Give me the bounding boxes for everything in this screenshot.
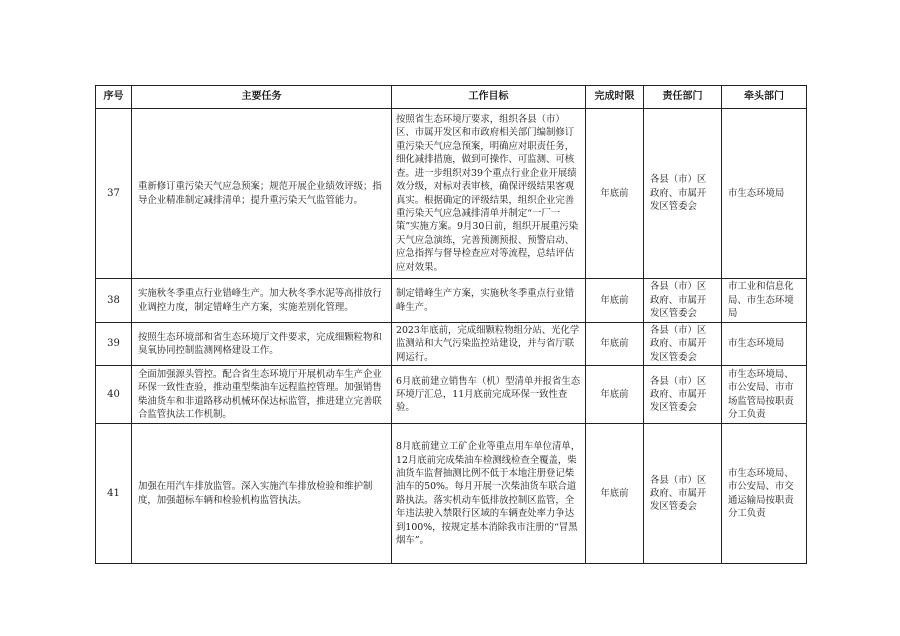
row-number: 41 — [96, 424, 132, 564]
header-goal: 工作目标 — [392, 86, 586, 109]
task-cell: 全面加强源头管控。配合省生态环境厅开展机动车生产企业环保一致性查验，推动重型柴油车远程监控管理。加强销售柴油货车和非道路移动机械环保达标监管，推进建立完善联合监管执法工作机制。 — [132, 366, 392, 424]
deadline-cell: 年底前 — [586, 109, 644, 279]
responsible-cell: 各县（市）区政府、市属开发区管委会 — [644, 323, 722, 366]
document-page — [95, 85, 806, 564]
goal-cell: 2023年底前，完成细颗粒物组分站、光化学监测站和大气污染监控站建设，并与省厅联网运行。 — [392, 323, 586, 366]
task-cell: 加强在用汽车排放监管。深入实施汽车排放检验和维护制度，加强超标车辆和检验机构监管执法。 — [132, 424, 392, 564]
header-responsible: 责任部门 — [644, 86, 722, 109]
table-row — [96, 109, 807, 279]
row-number: 37 — [96, 109, 132, 279]
table-row — [96, 424, 807, 564]
responsible-cell: 各县（市）区政府、市属开发区管委会 — [644, 366, 722, 424]
table-header-row — [96, 86, 807, 109]
task-cell: 重新修订重污染天气应急预案；规范开展企业绩效评级；指导企业精准制定减排清单；提升重污染天气监管能力。 — [132, 109, 392, 279]
goal-cell: 制定错峰生产方案，实施秋冬季重点行业错峰生产。 — [392, 279, 586, 323]
header-deadline: 完成时限 — [586, 86, 644, 109]
header-no: 序号 — [96, 86, 132, 109]
responsible-cell: 各县（市）区政府、市属开发区管委会 — [644, 279, 722, 323]
goal-cell: 8月底前建立工矿企业等重点用车单位清单，12月底前完成柴油车检测线检查全覆盖，柴油货车监督抽测比例不低于本地注册登记柴油车的50%。每月开展一次柴油货车联合道路执法。落实机动车低排放控制区监管，全年违法驶入禁限行区域的车辆查处率力争达到100%，按规定基本消除我市注册的“冒黑烟车”。 — [392, 424, 586, 564]
row-number: 38 — [96, 279, 132, 323]
lead-cell: 市工业和信息化局、市生态环境局 — [722, 279, 807, 323]
lead-cell: 市生态环境局 — [722, 109, 807, 279]
deadline-cell: 年底前 — [586, 323, 644, 366]
lead-cell: 市生态环境局、市公安局、市交通运输局按职责分工负责 — [722, 424, 807, 564]
table-row — [96, 323, 807, 366]
header-lead: 牵头部门 — [722, 86, 807, 109]
goal-cell: 6月底前建立销售车（机）型清单并报省生态环境厅汇总，11月底前完成环保一致性查验。 — [392, 366, 586, 424]
task-table — [95, 85, 807, 564]
row-number: 40 — [96, 366, 132, 424]
deadline-cell: 年底前 — [586, 279, 644, 323]
row-number: 39 — [96, 323, 132, 366]
goal-cell: 按照省生态环境厅要求，组织各县（市）区、市属开发区和市政府相关部门编制修订重污染天气应急预案，明确应对职责任务，细化减排措施，做到可操作、可监测、可核查。进一步组织对39个重点行业企业开展绩效分级，对标对表审核，确保评级结果客观真实。根据确定的评级结果，组织企业完善重污染天气应急减排清单并制定“一厂一策”实施方案。9月30日前，组织开展重污染天气应急演练，完善预测预报、预警启动、应急指挥与督导检查应对等流程，总结评估应对效果。 — [392, 109, 586, 279]
deadline-cell: 年底前 — [586, 366, 644, 424]
responsible-cell: 各县（市）区政府、市属开发区管委会 — [644, 424, 722, 564]
header-task: 主要任务 — [132, 86, 392, 109]
table-row — [96, 366, 807, 424]
responsible-cell: 各县（市）区政府、市属开发区管委会 — [644, 109, 722, 279]
lead-cell: 市生态环境局 — [722, 323, 807, 366]
lead-cell: 市生态环境局、市公安局、市市场监管局按职责分工负责 — [722, 366, 807, 424]
task-cell: 按照生态环境部和省生态环境厅文件要求，完成细颗粒物和臭氧协同控制监测网格建设工作。 — [132, 323, 392, 366]
table-row — [96, 279, 807, 323]
deadline-cell: 年底前 — [586, 424, 644, 564]
task-cell: 实施秋冬季重点行业错峰生产。加大秋冬季水泥等高排放行业调控力度，制定错峰生产方案，实施差别化管理。 — [132, 279, 392, 323]
